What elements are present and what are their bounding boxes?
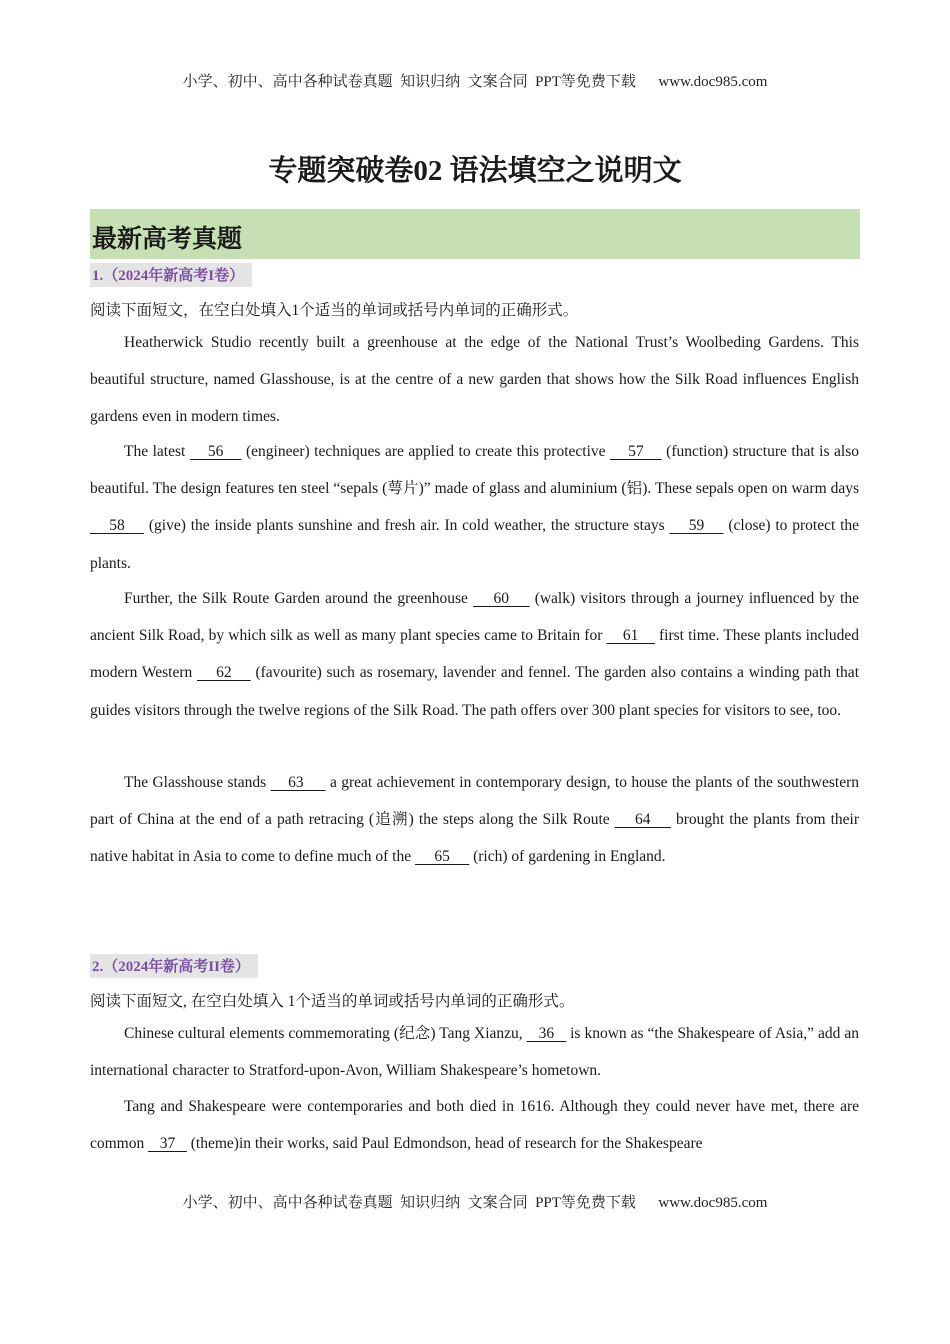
blank-59[interactable]: 59 [669, 517, 724, 535]
text: (give) the inside plants sunshine and fresh air. In cold weather, the structure stays [144, 517, 670, 535]
blank-62[interactable]: 62 [197, 664, 251, 682]
text: (theme)in their works, said Paul Edmondson, head of research for the Shakespeare [186, 1135, 703, 1153]
text: is known as “the Shakespeare of Asia,” add an international character to Stratford-upon-Avon, William Shakespeare’s hometown. [90, 1025, 859, 1080]
page-header: 小学、初中、高中各种试卷真题 知识归纳 文案合同 PPT等免费下载 www.doc985.com [182, 74, 768, 90]
blank-36[interactable]: 36 [526, 1025, 567, 1042]
text: Tang and Shakespeare were contemporaries and both died in 1616. Although they could never have met, there are common [90, 1098, 859, 1153]
question-2-instruction: 阅读下面短文, 在空白处填入 1个适当的单词或括号内单词的正确形式。 [90, 993, 575, 1010]
text: brought the plants from their native habitat in Asia to come to define much of the [90, 811, 860, 866]
q1-paragraph-2 [90, 433, 859, 582]
section-banner [90, 209, 860, 259]
question-2-label: 2.（2024年新高考II卷） [90, 954, 258, 978]
blank-64[interactable]: 64 [614, 811, 671, 829]
text: (walk) visitors through a journey influenced by the ancient Silk Road, by which silk as well as many plant species came to Britain for [90, 590, 859, 645]
document-title: 专题突破卷02 语法填空之说明文 [268, 155, 682, 187]
blank-58[interactable]: 58 [90, 517, 145, 535]
text: (close) to protect the plants. [90, 517, 860, 572]
text: The Glasshouse stands [124, 774, 271, 791]
q2-paragraph-2 [90, 1088, 859, 1162]
text: Further, the Silk Route Garden around the greenhouse [124, 590, 474, 607]
text: (favourite) such as rosemary, lavender and fennel. The garden also contains a winding path that guides visitors through the twelve regions of the Silk Road. The path offers over 300 plant species for visitors to see, too. [90, 664, 859, 719]
blank-61[interactable]: 61 [606, 627, 655, 645]
question-1-label: 1.（2024年新高考I卷） [90, 263, 252, 287]
section-heading: 最新高考真题 [92, 226, 243, 253]
text: first time. These plants included modern Western [90, 627, 859, 682]
blank-37[interactable]: 37 [148, 1135, 187, 1153]
blank-57[interactable]: 57 [610, 443, 662, 460]
blank-60[interactable]: 60 [473, 590, 530, 607]
text: The latest [124, 443, 190, 460]
blank-65[interactable]: 65 [414, 848, 470, 866]
blank-56[interactable]: 56 [189, 443, 242, 460]
q1-paragraph-3 [90, 580, 859, 729]
text: Chinese cultural elements commemorating (纪念) Tang Xianzu, [124, 1025, 527, 1042]
q1-paragraph-1: Heatherwick Studio recently built a greenhouse at the edge of the National Trust’s Woolbeding Gardens. This beautiful structure, named Glasshouse, is at the centre of a new garden that shows how the Silk Road influences English gardens even in modern times. [90, 334, 859, 426]
q1-paragraph-4 [90, 764, 859, 876]
page-footer: 小学、初中、高中各种试卷真题 知识归纳 文案合同 PPT等免费下载 www.doc985.com [182, 1195, 768, 1211]
question-1-instruction: 阅读下面短文，在空白处填入1个适当的单词或括号内单词的正确形式。 [90, 302, 579, 319]
text: a great achievement in contemporary design, to house the plants of the southwestern part of China at the end of a path retracing (追溯) the steps along the Silk Route [90, 774, 860, 829]
text: (rich) of gardening in England. [469, 848, 666, 866]
q2-paragraph-1 [90, 1015, 859, 1089]
text: (function) structure that is also beautiful. The design features ten steel “sepals (萼片)” made of glass and aluminium (铝). These sepals open on warm days [90, 443, 859, 498]
text: (engineer) techniques are applied to create this protective [241, 443, 611, 460]
blank-63[interactable]: 63 [270, 774, 326, 791]
